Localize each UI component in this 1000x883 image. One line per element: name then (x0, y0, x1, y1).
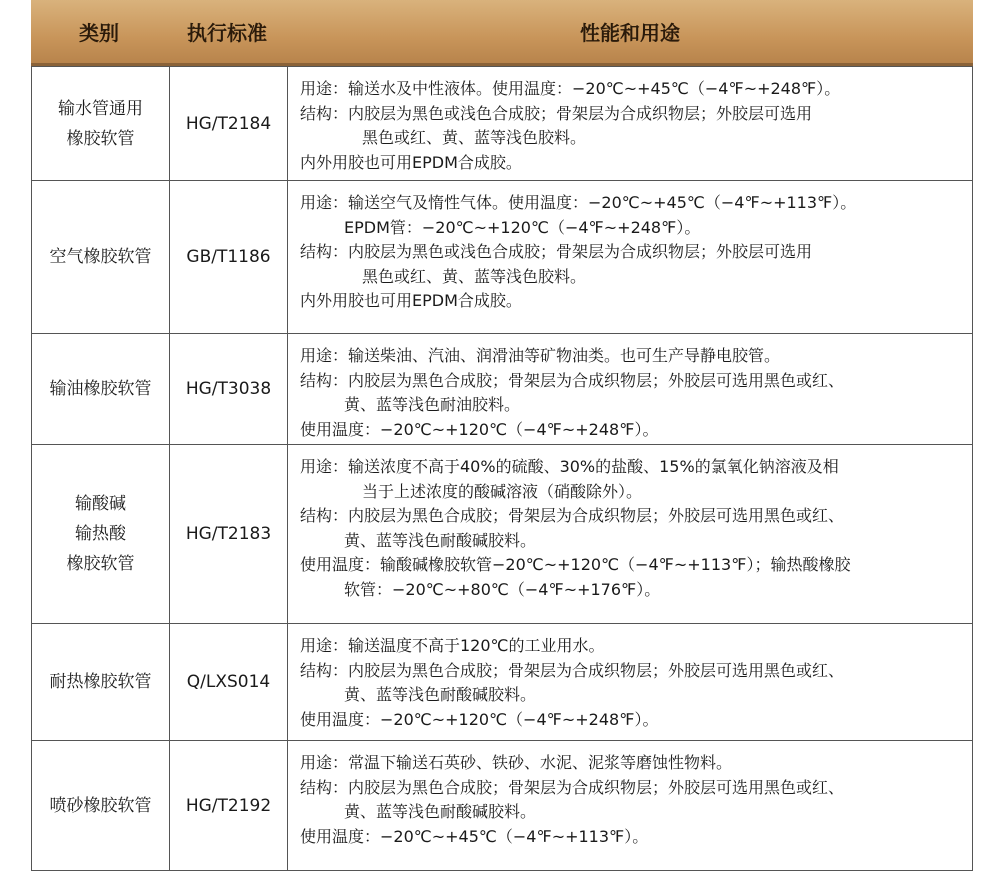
row-category (32, 445, 170, 623)
category-line: 输水管通用 (58, 98, 143, 119)
category-line: 耐热橡胶软管 (49, 672, 152, 692)
row-category (32, 334, 170, 444)
description-line: 用途：输送浓度不高于40%的硫酸、30%的盐酸、15%的氯氧化钠溶液及相 (300, 457, 839, 476)
table-header (31, 0, 973, 66)
description-line: 内外用胶也可用EPDM合成胶。 (300, 291, 522, 310)
row-standard: HG/T2192 (170, 741, 288, 870)
row-description (288, 67, 972, 180)
row-standard: Q/LXS014 (170, 624, 288, 740)
table-row (31, 181, 973, 334)
description-line: 黑色或红、黄、蓝等浅色胶料。 (362, 128, 587, 147)
description-line: 结构：内胶层为黑色合成胶；骨架层为合成织物层；外胶层可选用黑色或红、 (300, 506, 845, 525)
category-line: 输热酸 (75, 524, 126, 544)
row-category (32, 181, 170, 333)
description-line: 使用温度：−20℃~+45℃（−4℉~+113℉）。 (300, 826, 649, 846)
description-line: 黄、蓝等浅色耐油胶料。 (344, 395, 521, 414)
description-line: 当于上述浓度的酸碱溶液（硝酸除外）。 (362, 481, 643, 501)
description-line: 黄、蓝等浅色耐酸碱胶料。 (344, 685, 537, 704)
row-standard: HG/T3038 (170, 334, 288, 444)
table-row (31, 334, 973, 445)
description-line: 内外用胶也可用EPDM合成胶。 (300, 152, 522, 172)
table-row (31, 66, 973, 181)
description-line: 使用温度：−20℃~+120℃（−4℉~+248℉）。 (300, 419, 659, 439)
description-line: EPDM管：−20℃~+120℃（−4℉~+248℉）。 (344, 217, 701, 237)
row-description (288, 181, 972, 333)
description-line: 黑色或红、黄、蓝等浅色胶料。 (362, 266, 587, 286)
category-line: 输酸碱 (75, 494, 126, 514)
row-standard: HG/T2183 (170, 445, 288, 623)
table-body (31, 66, 973, 871)
description-line: 用途：输送温度不高于120℃的工业用水。 (300, 636, 605, 655)
description-line: 结构：内胶层为黑色合成胶；骨架层为合成织物层；外胶层可选用黑色或红、 (300, 777, 845, 797)
row-description (288, 334, 972, 444)
description-line: 结构：内胶层为黑色合成胶；骨架层为合成织物层；外胶层可选用黑色或红、 (300, 370, 845, 390)
table-row (31, 741, 973, 871)
category-line: 橡胶软管 (66, 554, 135, 574)
description-line: 用途：输送空气及惰性气体。使用温度：−20℃~+45℃（−4℉~+113℉）。 (300, 193, 857, 212)
row-category (32, 741, 170, 870)
header-standard: 执行标准 (187, 21, 267, 45)
description-line: 使用温度：输酸碱橡胶软管−20℃~+120℃（−4℉~+113℉）；输热酸橡胶 (300, 555, 851, 574)
row-description (288, 741, 972, 870)
description-line: 软管：−20℃~+80℃（−4℉~+176℉）。 (344, 579, 661, 599)
description-line: 用途：常温下输送石英砂、铁砂、水泥、泥浆等磨蚀性物料。 (300, 753, 733, 772)
row-standard: HG/T2184 (170, 67, 288, 180)
description-line: 用途：输送柴油、汽油、润滑油等矿物油类。也可生产导静电胶管。 (300, 346, 781, 365)
header-properties: 性能和用途 (580, 21, 680, 45)
description-line: 用途：输送水及中性液体。使用温度：−20℃~+45℃（−4℉~+248℉）。 (300, 79, 841, 98)
table-row (31, 445, 973, 624)
description-line: 结构：内胶层为黑色或浅色合成胶；骨架层为合成织物层；外胶层可选用 (300, 103, 813, 123)
header-category: 类别 (79, 21, 119, 45)
description-line: 结构：内胶层为黑色或浅色合成胶；骨架层为合成织物层；外胶层可选用 (300, 242, 813, 261)
hose-spec-table (31, 0, 973, 871)
description-line: 结构：内胶层为黑色合成胶；骨架层为合成织物层；外胶层可选用黑色或红、 (300, 660, 845, 680)
category-line: 喷砂橡胶软管 (49, 795, 152, 816)
category-line: 橡胶软管 (66, 128, 135, 149)
description-line: 使用温度：−20℃~+120℃（−4℉~+248℉）。 (300, 709, 659, 729)
category-line: 空气橡胶软管 (49, 247, 152, 267)
row-category (32, 67, 170, 180)
row-standard: GB/T1186 (170, 181, 288, 333)
row-description (288, 624, 972, 740)
description-line: 黄、蓝等浅色耐酸碱胶料。 (344, 802, 537, 821)
row-category (32, 624, 170, 740)
description-line: 黄、蓝等浅色耐酸碱胶料。 (344, 530, 537, 550)
table-row (31, 624, 973, 741)
row-description (288, 445, 972, 623)
category-line: 输油橡胶软管 (49, 379, 152, 399)
